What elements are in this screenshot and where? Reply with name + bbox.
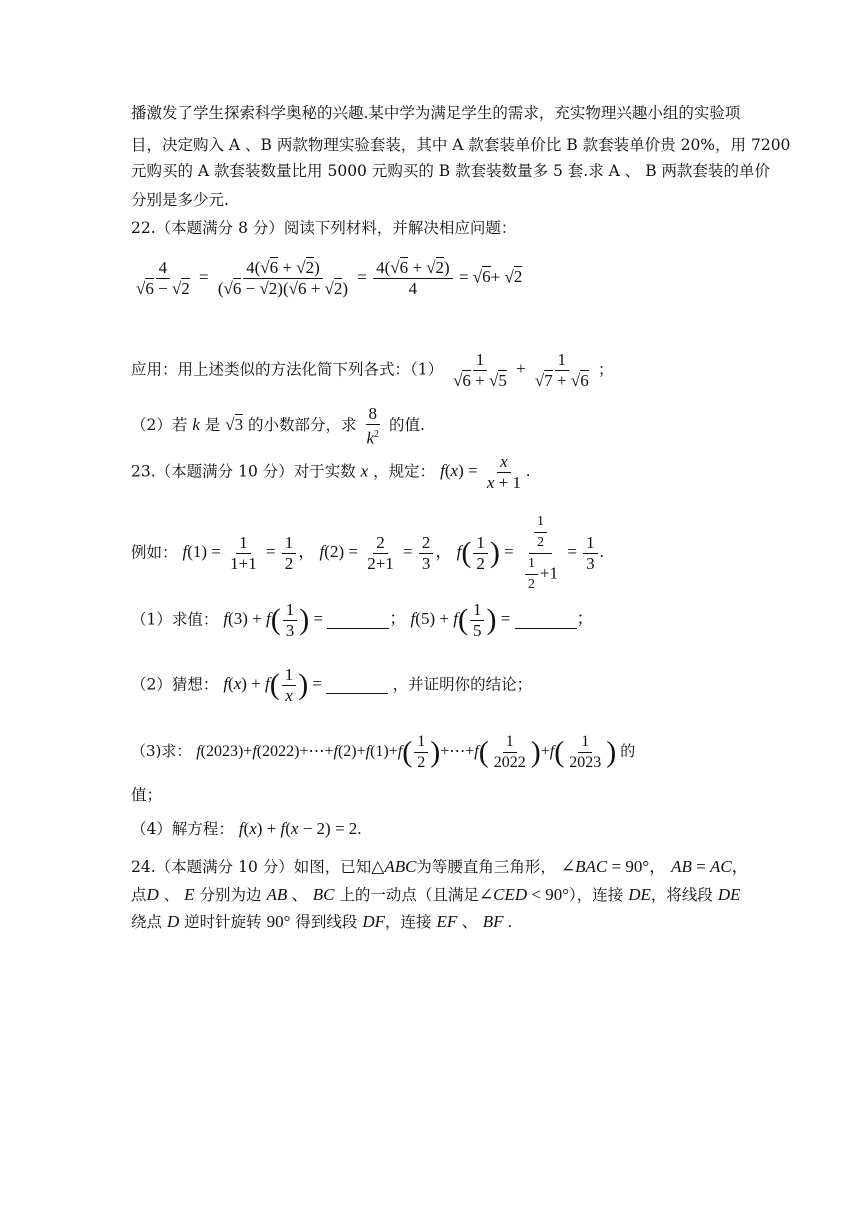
answer-blank-3 [326, 677, 388, 694]
q24-text-2a: 点 [131, 886, 147, 904]
q24-line-2: 点D 、 E 分别为边 AB 、 BC 上的一动点（且满足∠CED < 90°），连接 DE，将线段 DE [131, 885, 741, 904]
q24-text-3d: ，连接 [385, 913, 432, 931]
q23-heading: 23.（本题满分 10 分）对于实数 x ，规定： f(x) = $\frac{x}{x + 1}$ . [131, 452, 531, 492]
q22-part2-mid2: 的小数部分，求 [248, 416, 357, 435]
intro-line-3: 元购买的 A 款套装数量比用 5000 元购买的 B 款套装数量多 5 套.求 A 、 B 两款套装的单价 [131, 162, 771, 180]
q24-text-1a: 24.（本题满分 10 分）如图，已知 [131, 858, 372, 876]
q24-text-3c: 得到线段 [295, 913, 358, 931]
q24-text-3b: 逆时针旋转 [184, 913, 262, 931]
q23-part1: （1）求值： f(3) + f( $\frac{1}{3}$ ) = ； f(5) + f( $\frac{1}{5}$ ) = ； [131, 600, 594, 640]
q23-part3-cont: 值； [131, 786, 163, 804]
q24-text-2c: 上的一动点（且满足 [339, 886, 479, 904]
q22-part2-prefix: （2）若 [131, 416, 188, 435]
q23-heading-text: 23.（本题满分 10 分）对于实数 [131, 462, 356, 481]
q23-p2-label: （2）猜想： [131, 675, 219, 694]
intro-line-4: 分别是多少元. [131, 191, 229, 209]
q24-text-2e: ，将线段 [650, 886, 713, 904]
q23-p3-label: （3)求： [131, 742, 192, 761]
q23-p4-label: （4）解方程： [131, 820, 234, 838]
q22-part2: （2）若 k 是 √3 的小数部分，求 $\frac{8}{k^2}$ 的值. [131, 404, 425, 448]
q22-apply-label: 应用：用上述类似的方法化简下列各式：（1） [131, 360, 444, 379]
answer-blank-1 [327, 612, 389, 629]
intro-line-1: 播激发了学生探索科学奥秘的兴趣.某中学为满足学生的需求，充实物理兴趣小组的实验项 [131, 104, 741, 122]
q23-heading-text2: ，规定： [373, 462, 436, 481]
answer-blank-2 [515, 612, 577, 629]
q22-part2-mid: 是 [204, 416, 221, 435]
q23-p1-label: （1）求值： [131, 610, 219, 629]
q22-part2-suffix: 的值. [388, 416, 425, 435]
q23-part2: （2）猜想： f(x) + f( $\frac{1}{x}$ ) = ，并证明你的结论； [131, 665, 533, 705]
q24-text-2b: 分别为边 [199, 886, 262, 904]
q23-p2-suffix: ，并证明你的结论； [392, 675, 533, 694]
q24-text-1b: 为等腰直角三角形， [416, 858, 556, 876]
intro-line-2: 目，决定购入 A 、B 两款物理实验套装，其中 A 款套装单价比 B 款套装单价贵 20%，用 7200 [131, 136, 791, 154]
q23-part4: （4）解方程： f(x) + f(x − 2) = 2. [131, 819, 362, 838]
q24-line-1: 24.（本题满分 10 分）如图，已知△ABC为等腰直角三角形， ∠BAC = 90°， AB = AC， [131, 857, 749, 876]
q24-line-3: 绕点 D 逆时针旋转 90° 得到线段 DF，连接 EF 、 BF . [131, 912, 513, 931]
q23-example-label: 例如： [131, 543, 178, 562]
q22-application: 应用：用上述类似的方法化简下列各式：（1） $\frac{1}{√6 + √5}$ + $\frac{1}{√7 + √6}$ ； [131, 350, 614, 390]
q23-p3-suffix: 的 [620, 742, 636, 761]
q24-text-3a: 绕点 [131, 913, 163, 931]
q23-example: 例如： f(1) = $\frac{1}{1+1}$ = $\frac{1}{2}$ ， f(2) = $\frac{2}{2+1}$ = $\frac{2}{3}$ ， f( $\frac{1}{2}$ ) = $\frac{1}{2}$ $\frac{1}{2}$ +1 = $\frac{1}{3}$ . [131, 514, 604, 592]
q24-text-2d: ），连接 [569, 886, 624, 904]
q22-heading: 22.（本题满分 8 分）阅读下列材料，并解决相应问题： [131, 219, 517, 237]
q23-part3: （3)求： f(2023)+f(2022)+⋯+f(2)+f(1)+f( $\frac{1}{2}$ )+⋯+f( $\frac{1}{2022}$ )+f( $\frac{1}{2023}$ ) 的 [131, 733, 636, 771]
q22-example-equation: $\frac{4}{√6 - √2}$ = $\frac{4(√6 + √2)}{(√6 - √2)(√6 + √2)}$ = $\frac{4(√6 + √2)}{4}$ = √6+ √2 [136, 258, 523, 298]
